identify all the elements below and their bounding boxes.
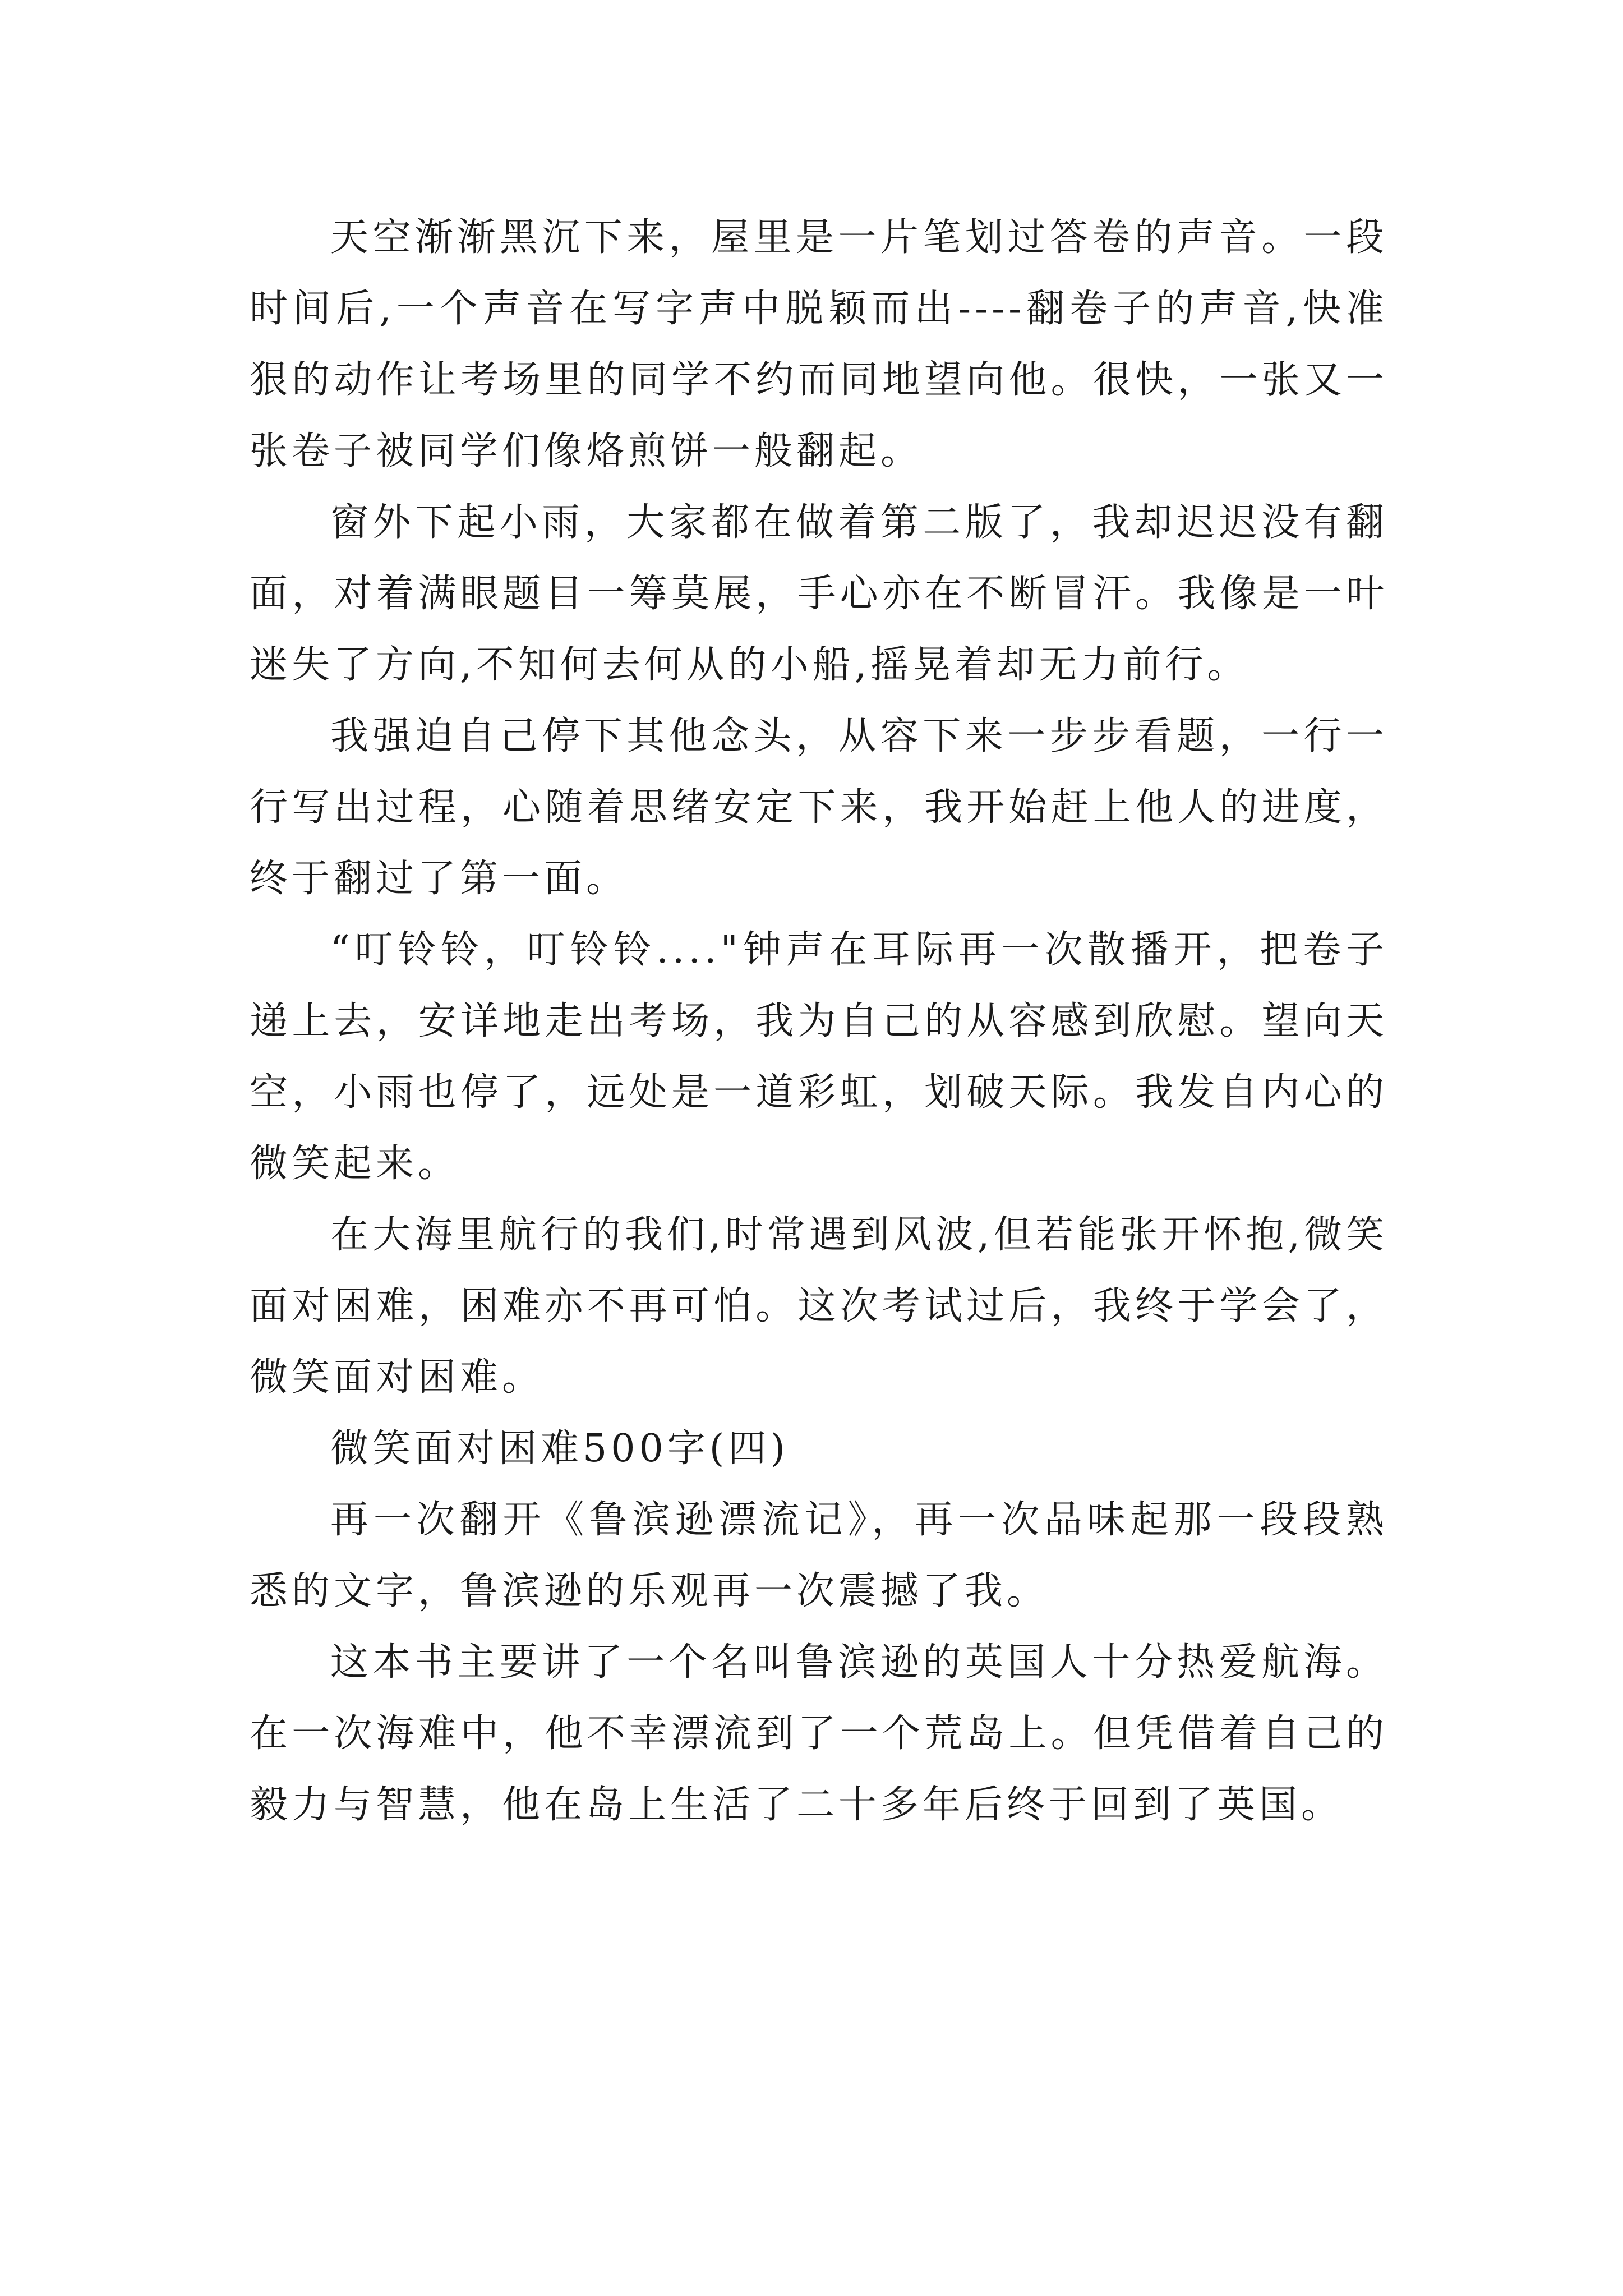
paragraph-calm-down: 我强迫自己停下其他念头，从容下来一步步看题，一行一行写出过程，心随着思绪安定下来，我开始赶上他人的进度，终于翻过了第一面。 bbox=[250, 714, 1388, 901]
paragraph-robinson-summary: 这本书主要讲了一个名叫鲁滨逊的英国人十分热爱航海。在一次海难中，他不幸漂流到了一个荒岛上。但凭借着自己的毅力与智慧，他在岛上生活了二十多年后终于回到了英国。 bbox=[250, 1640, 1388, 1827]
paragraph-robinson-intro: 再一次翻开《鲁滨逊漂流记》，再一次品味起那一段段熟悉的文字，鲁滨逊的乐观再一次震撼了我。 bbox=[250, 1498, 1388, 1613]
paragraph-bell-rings: “叮铃铃，叮铃铃...."钟声在耳际再一次散播开，把卷子递上去，安详地走出考场，我为自己的从容感到欣慰。望向天空，小雨也停了，远处是一道彩虹，划破天际。我发自内心的微笑起来。 bbox=[250, 928, 1388, 1186]
paragraph-exam-room: 天空渐渐黑沉下来，屋里是一片笔划过答卷的声音。一段时间后,一个声音在写字声中脱颖而出----翻卷子的声音,快准狠的动作让考场里的同学不约而同地望向他。很快，一张又一张卷子被同学们像烙煎饼一般翻起。 bbox=[250, 215, 1388, 473]
document-body bbox=[250, 202, 1388, 1841]
section-heading: 微笑面对困难500字(四) bbox=[330, 1427, 789, 1471]
paragraph-rain-outside: 窗外下起小雨，大家都在做着第二版了，我却迟迟没有翻面，对着满眼题目一筹莫展，手心亦在不断冒汗。我像是一叶迷失了方向,不知何去何从的小船,摇晃着却无力前行。 bbox=[250, 500, 1388, 687]
paragraph-conclusion: 在大海里航行的我们,时常遇到风波,但若能张开怀抱,微笑面对困难，困难亦不再可怕。这次考试过后，我终于学会了，微笑面对困难。 bbox=[250, 1213, 1388, 1400]
